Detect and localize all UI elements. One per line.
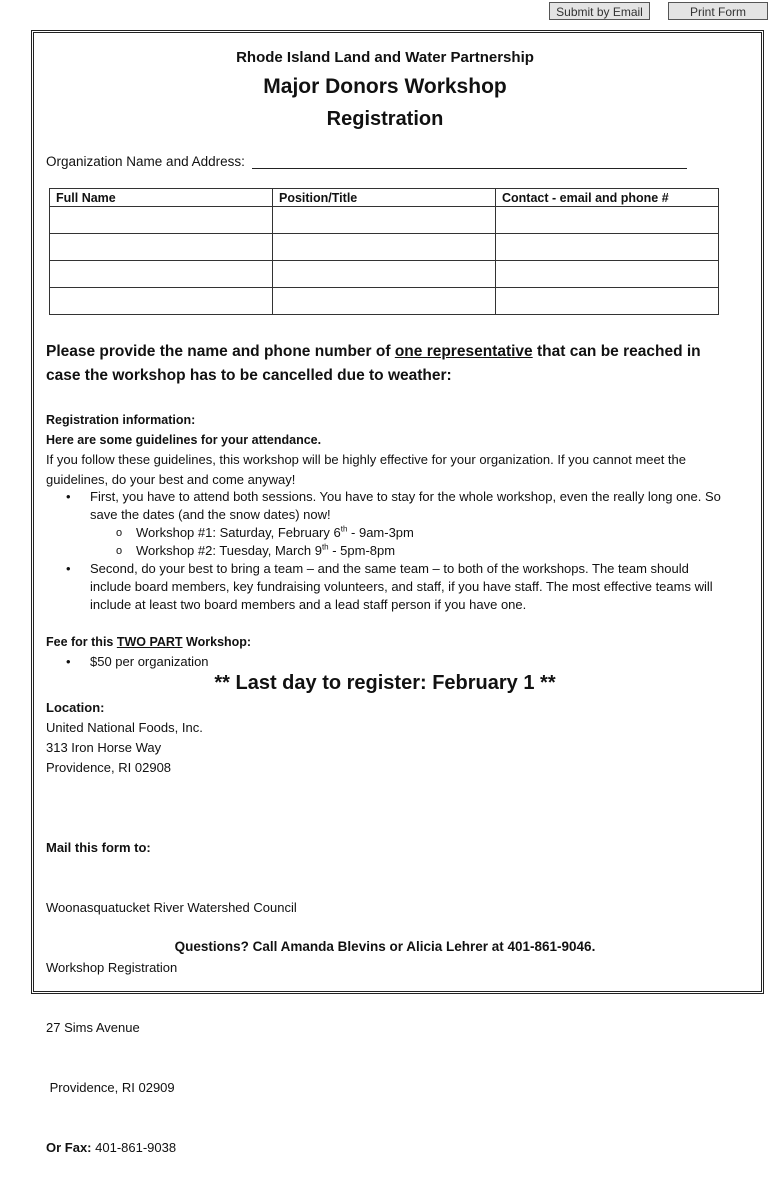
deadline-notice: ** Last day to register: February 1 ** xyxy=(214,672,556,694)
contact-cell[interactable] xyxy=(496,207,719,234)
mail-line: Workshop Registration xyxy=(46,960,178,975)
guidelines-heading: Here are some guidelines for your attendance. xyxy=(46,433,322,447)
org-heading: Rhode Island Land and Water Partnership xyxy=(236,49,534,66)
list-item: • Second, do your best to bring a team – and the same team – to both of the workshops. The team should include board members, key fundraising volunteers, and staff, if you have staff. The most effective teams will include at least two board members and a lead staff person if you have one. xyxy=(64,560,724,614)
mail-line: Providence, RI 02909 xyxy=(46,1080,175,1095)
registration-heading: Registration information: xyxy=(46,413,196,427)
full-name-cell[interactable] xyxy=(50,261,273,288)
location-block xyxy=(46,698,203,778)
location-heading: Location: xyxy=(46,700,105,715)
questions-contact: Questions? Call Amanda Blevins or Alicia Lehrer at 401-861-9046. xyxy=(174,939,596,954)
contact-cell[interactable] xyxy=(496,261,719,288)
guidelines-intro: If you follow these guidelines, this workshop will be highly effective for your organization. If you cannot meet the guidelines, do your best and come anyway! xyxy=(46,452,687,487)
position-cell[interactable] xyxy=(273,261,496,288)
org-name-label: Organization Name and Address: xyxy=(46,154,245,169)
mail-block xyxy=(46,798,297,1178)
contact-cell[interactable] xyxy=(496,234,719,261)
col-contact: Contact - email and phone # xyxy=(496,189,719,207)
fee-heading: Fee for this TWO PART Workshop: xyxy=(46,635,252,649)
table-header-row xyxy=(50,189,719,207)
fax-line: Or Fax: 401-861-9038 xyxy=(46,1140,177,1155)
table-row xyxy=(50,207,719,234)
col-position: Position/Title xyxy=(273,189,496,207)
position-cell[interactable] xyxy=(273,234,496,261)
full-name-cell[interactable] xyxy=(50,288,273,315)
page-title: Major Donors Workshop xyxy=(263,75,507,98)
print-form-button[interactable]: Print Form xyxy=(668,2,768,20)
workshop-2-date: o Workshop #2: Tuesday, March 9th - 5pm-8pm xyxy=(90,542,724,560)
mail-line: 27 Sims Avenue xyxy=(46,1020,140,1035)
location-line: Providence, RI 02908 xyxy=(46,760,172,775)
location-line: United National Foods, Inc. xyxy=(46,720,203,735)
mail-line: Woonasquatucket River Watershed Council xyxy=(46,900,297,915)
representative-request: Please provide the name and phone number of one representative that can be reached in case the workshop has to be cancelled due to weather: xyxy=(46,343,701,384)
mail-heading: Mail this form to: xyxy=(46,840,151,855)
location-line: 313 Iron Horse Way xyxy=(46,740,162,755)
submit-by-email-button[interactable]: Submit by Email xyxy=(549,2,650,20)
table-row xyxy=(50,234,719,261)
workshop-1-date: o Workshop #1: Saturday, February 6th - 9am-3pm xyxy=(90,524,724,542)
org-name-input-line[interactable] xyxy=(252,168,687,169)
position-cell[interactable] xyxy=(273,207,496,234)
fee-item: • $50 per organization xyxy=(66,654,209,669)
list-item: • First, you have to attend both sessions. You have to stay for the whole workshop, even the really long one. So save the dates (and the snow dates) now! o Workshop #1: Saturday, February 6th - 9am-3pm o Workshop #2: Tuesday, March 9th - 5pm-8pm xyxy=(64,488,724,560)
full-name-cell[interactable] xyxy=(50,207,273,234)
table-row xyxy=(50,261,719,288)
page-subtitle: Registration xyxy=(326,108,444,130)
table-row xyxy=(50,288,719,315)
contact-cell[interactable] xyxy=(496,288,719,315)
attendee-table xyxy=(49,188,719,315)
workshop-dates-list xyxy=(90,524,724,560)
full-name-cell[interactable] xyxy=(50,234,273,261)
guidelines-list xyxy=(64,488,724,614)
position-cell[interactable] xyxy=(273,288,496,315)
col-full-name: Full Name xyxy=(50,189,273,207)
